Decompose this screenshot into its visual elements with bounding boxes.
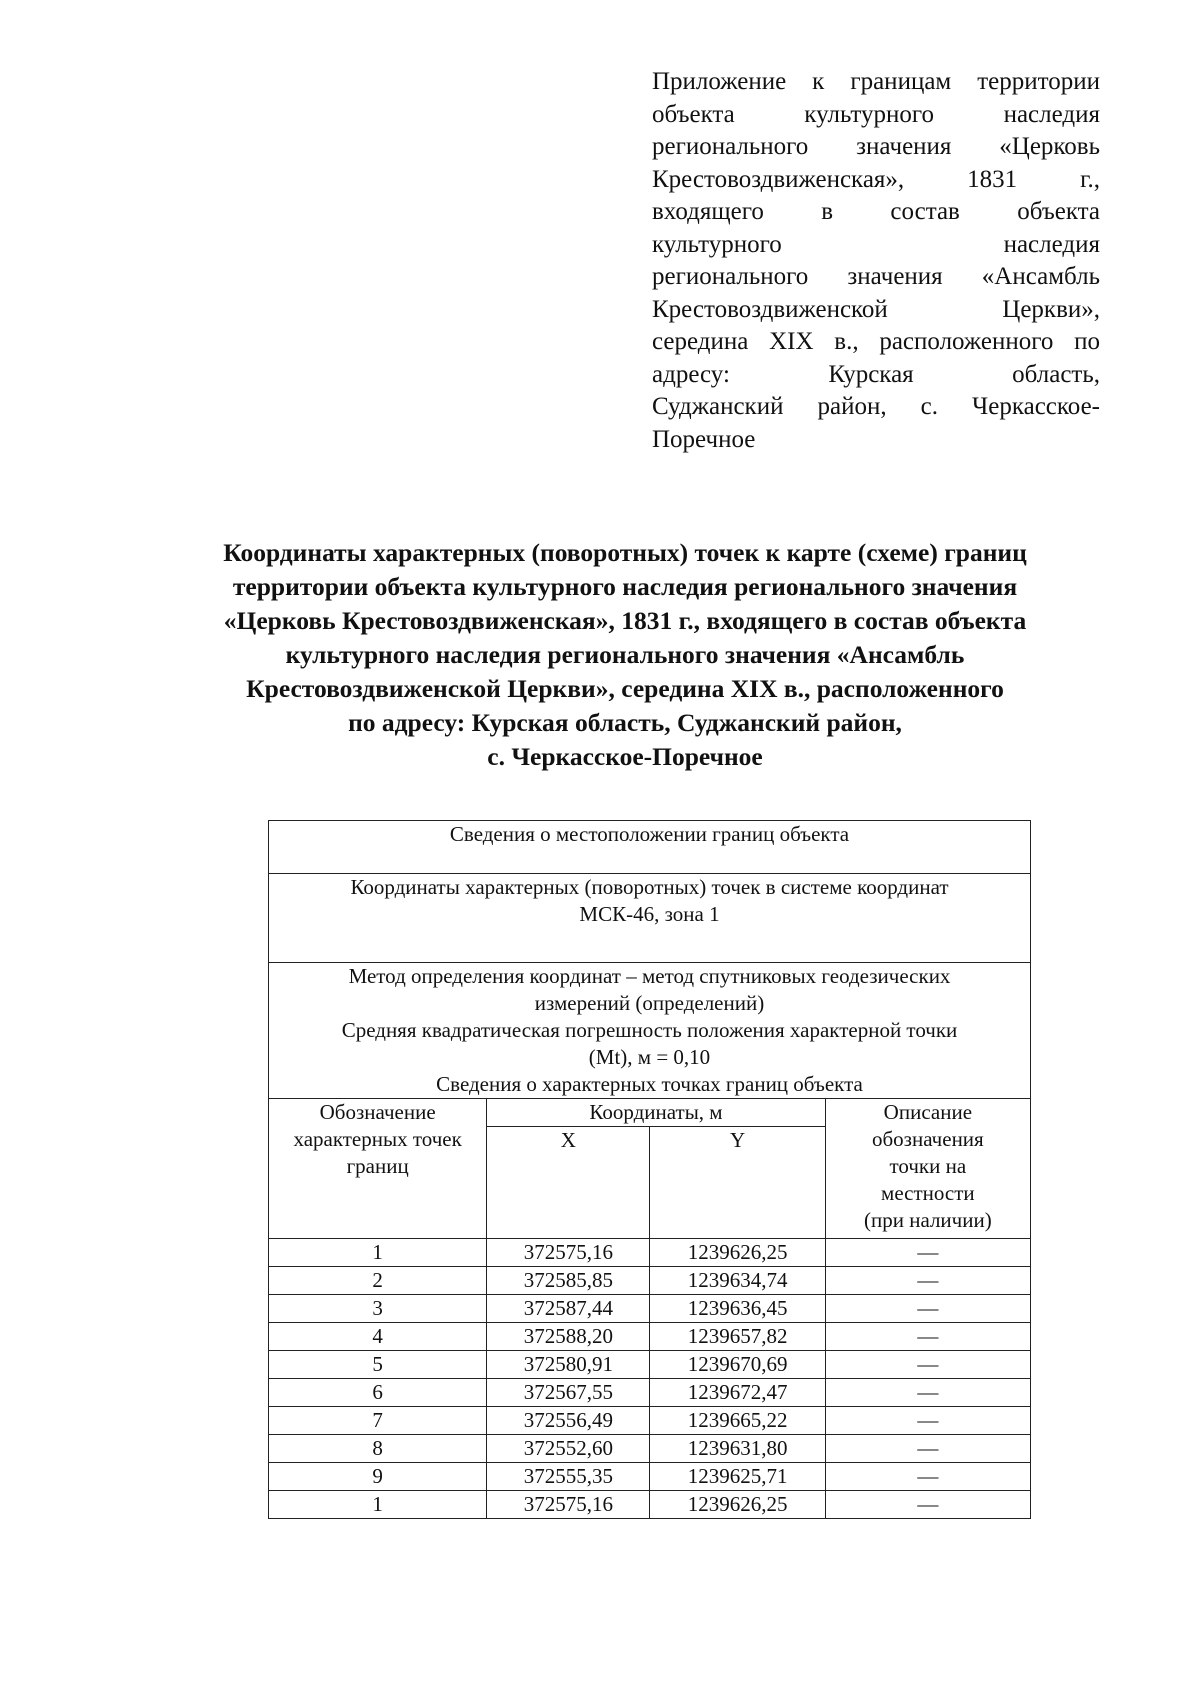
- appendix-line: культурного наследия: [652, 230, 1100, 258]
- x-cell: 372580,91: [487, 1351, 650, 1379]
- y-cell: 1239670,69: [650, 1351, 825, 1379]
- x-cell: 372588,20: [487, 1323, 650, 1351]
- appendix-line: адресу: Курская область,: [652, 360, 1100, 388]
- description-header-line: точки на: [889, 1154, 967, 1178]
- table-row: [269, 1351, 1031, 1379]
- location-header-row: [269, 821, 1031, 874]
- description-header-line: Описание: [883, 1100, 973, 1124]
- table-row: [269, 1379, 1031, 1407]
- point-cell: 7: [269, 1407, 487, 1435]
- location-header: Сведения о местоположении границ объекта: [269, 821, 1031, 874]
- x-cell: 372585,85: [487, 1267, 650, 1295]
- y-cell: 1239634,74: [650, 1267, 825, 1295]
- method-line: Метод определения координат – метод спутниковых геодезических: [348, 964, 951, 988]
- desc-cell: —: [825, 1463, 1030, 1491]
- coordinates-header: Координаты, м: [487, 1099, 825, 1127]
- title-line: культурного наследия регионального значения «Ансамбль: [285, 640, 965, 669]
- description-header-line: обозначения: [871, 1127, 984, 1151]
- y-cell: 1239636,45: [650, 1295, 825, 1323]
- y-cell: 1239657,82: [650, 1323, 825, 1351]
- method-row: [269, 963, 1031, 1099]
- method-line: Средняя квадратическая погрешность положения характерной точки: [341, 1018, 958, 1042]
- point-cell: 2: [269, 1267, 487, 1295]
- point-cell: 1: [269, 1239, 487, 1267]
- y-cell: 1239625,71: [650, 1463, 825, 1491]
- appendix-line: объекта культурного наследия: [652, 100, 1100, 128]
- point-cell: 9: [269, 1463, 487, 1491]
- document-title: [150, 536, 1100, 774]
- coordinates-table: [268, 820, 1031, 1519]
- y-cell: 1239626,25: [650, 1239, 825, 1267]
- coord-system-line: Координаты характерных (поворотных) точек в системе координат: [350, 875, 949, 899]
- x-cell: 372567,55: [487, 1379, 650, 1407]
- x-header: X: [487, 1127, 650, 1239]
- y-cell: 1239631,80: [650, 1435, 825, 1463]
- x-cell: 372555,35: [487, 1463, 650, 1491]
- x-cell: 372552,60: [487, 1435, 650, 1463]
- x-cell: 372556,49: [487, 1407, 650, 1435]
- desc-cell: —: [825, 1295, 1030, 1323]
- point-cell: 3: [269, 1295, 487, 1323]
- table-row: [269, 1407, 1031, 1435]
- designation-header-line: характерных точек: [293, 1127, 462, 1151]
- appendix-line: Суджанский район, с. Черкасское-: [652, 393, 1100, 420]
- appendix-line: регионального значения «Церковь: [652, 133, 1100, 160]
- description-header-line: местности: [881, 1181, 975, 1205]
- y-header: Y: [650, 1127, 825, 1239]
- appendix-line: Крестовоздвиженская», 1831 г.,: [652, 165, 1100, 193]
- description-header: [825, 1099, 1030, 1239]
- table-row: [269, 1239, 1031, 1267]
- point-cell: 6: [269, 1379, 487, 1407]
- desc-cell: —: [825, 1407, 1030, 1435]
- desc-cell: —: [825, 1491, 1030, 1519]
- table-row: [269, 1491, 1031, 1519]
- y-cell: 1239665,22: [650, 1407, 825, 1435]
- x-cell: 372575,16: [487, 1239, 650, 1267]
- desc-cell: —: [825, 1379, 1030, 1407]
- table-row: [269, 1323, 1031, 1351]
- desc-cell: —: [825, 1323, 1030, 1351]
- appendix-note: [652, 66, 1100, 456]
- appendix-line: Крестовоздвиженской Церкви»,: [652, 295, 1100, 323]
- appendix-line: Приложение к границам территории: [652, 68, 1100, 95]
- y-cell: 1239672,47: [650, 1379, 825, 1407]
- title-line: с. Черкасское-Поречное: [487, 742, 763, 771]
- coord-system-row: [269, 874, 1031, 963]
- appendix-line: Поречное: [652, 425, 756, 453]
- title-line: по адресу: Курская область, Суджанский район,: [348, 708, 902, 737]
- point-cell: 1: [269, 1491, 487, 1519]
- desc-cell: —: [825, 1351, 1030, 1379]
- title-line: «Церковь Крестовоздвиженская», 1831 г., входящего в состав объекта: [223, 606, 1027, 635]
- designation-header-line: Обозначение: [319, 1100, 436, 1124]
- coord-system-cell: [269, 874, 1031, 963]
- y-cell: 1239626,25: [650, 1491, 825, 1519]
- method-line: измерений (определений): [534, 991, 765, 1015]
- method-line: Сведения о характерных точках границ объекта: [436, 1072, 863, 1096]
- point-cell: 8: [269, 1435, 487, 1463]
- table-row: [269, 1435, 1031, 1463]
- table-row: [269, 1267, 1031, 1295]
- designation-header-line: границ: [346, 1154, 409, 1178]
- table-header-row: [269, 1099, 1031, 1127]
- x-cell: 372587,44: [487, 1295, 650, 1323]
- point-cell: 5: [269, 1351, 487, 1379]
- desc-cell: —: [825, 1239, 1030, 1267]
- description-header-line: (при наличии): [863, 1208, 992, 1232]
- title-line: территории объекта культурного наследия регионального значения: [232, 572, 1018, 601]
- desc-cell: —: [825, 1267, 1030, 1295]
- appendix-line: регионального значения «Ансамбль: [652, 263, 1100, 290]
- appendix-line: середина XIX в., расположенного по: [652, 328, 1100, 355]
- point-cell: 4: [269, 1323, 487, 1351]
- desc-cell: —: [825, 1435, 1030, 1463]
- designation-header: [269, 1099, 487, 1239]
- title-line: Крестовоздвиженской Церкви», середина XIX в., расположенного: [246, 674, 1004, 703]
- table-row: [269, 1463, 1031, 1491]
- title-line: Координаты характерных (поворотных) точек к карте (схеме) границ: [223, 538, 1027, 567]
- table-row: [269, 1295, 1031, 1323]
- method-line: (Mt), м = 0,10: [588, 1045, 711, 1069]
- appendix-line: входящего в состав объекта: [652, 198, 1100, 225]
- coord-system-line: МСК-46, зона 1: [579, 902, 720, 926]
- method-cell: [269, 963, 1031, 1099]
- x-cell: 372575,16: [487, 1491, 650, 1519]
